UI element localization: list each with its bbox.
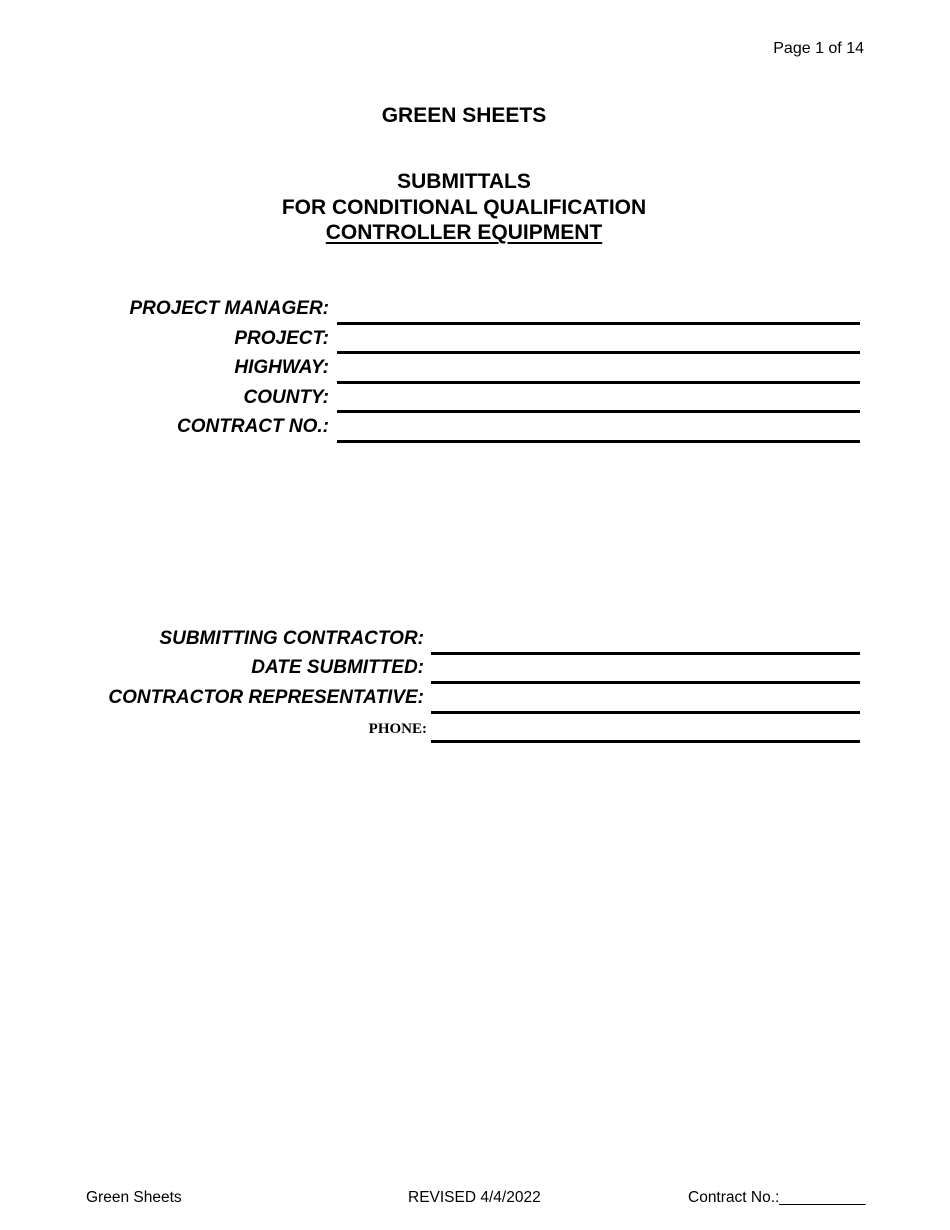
contractor-representative-field[interactable] bbox=[431, 711, 860, 714]
subtitle-line-3: CONTROLLER EQUIPMENT bbox=[325, 221, 603, 244]
contract-no-label: CONTRACT NO.: bbox=[177, 416, 329, 437]
contract-no-field[interactable] bbox=[337, 440, 860, 443]
project-manager-field[interactable] bbox=[337, 322, 860, 325]
date-submitted-field[interactable] bbox=[431, 681, 860, 684]
subtitle-line-2: FOR CONDITIONAL QUALIFICATION bbox=[281, 195, 647, 219]
footer-revision: REVISED 4/4/2022 bbox=[408, 1189, 541, 1206]
date-submitted-label: DATE SUBMITTED: bbox=[251, 657, 424, 678]
project-manager-label: PROJECT MANAGER: bbox=[129, 298, 329, 319]
document-title: GREEN SHEETS bbox=[381, 104, 547, 127]
submitting-contractor-field[interactable] bbox=[431, 652, 860, 655]
footer-contract-no: Contract No.:__________ bbox=[688, 1189, 866, 1206]
county-label: COUNTY: bbox=[243, 387, 329, 408]
footer-left: Green Sheets bbox=[86, 1189, 182, 1206]
contractor-representative-label: CONTRACTOR REPRESENTATIVE: bbox=[108, 687, 424, 708]
project-label: PROJECT: bbox=[234, 328, 329, 349]
highway-label: HIGHWAY: bbox=[234, 357, 329, 378]
county-field[interactable] bbox=[337, 410, 860, 413]
submitting-contractor-label: SUBMITTING CONTRACTOR: bbox=[159, 628, 424, 649]
highway-field[interactable] bbox=[337, 381, 860, 384]
subtitle-line-1: SUBMITTALS bbox=[397, 170, 531, 193]
project-field[interactable] bbox=[337, 351, 860, 354]
phone-label: PHONE: bbox=[368, 721, 427, 737]
phone-field[interactable] bbox=[431, 740, 860, 743]
page-indicator: Page 1 of 14 bbox=[773, 40, 864, 57]
document-subtitle bbox=[0, 169, 928, 246]
